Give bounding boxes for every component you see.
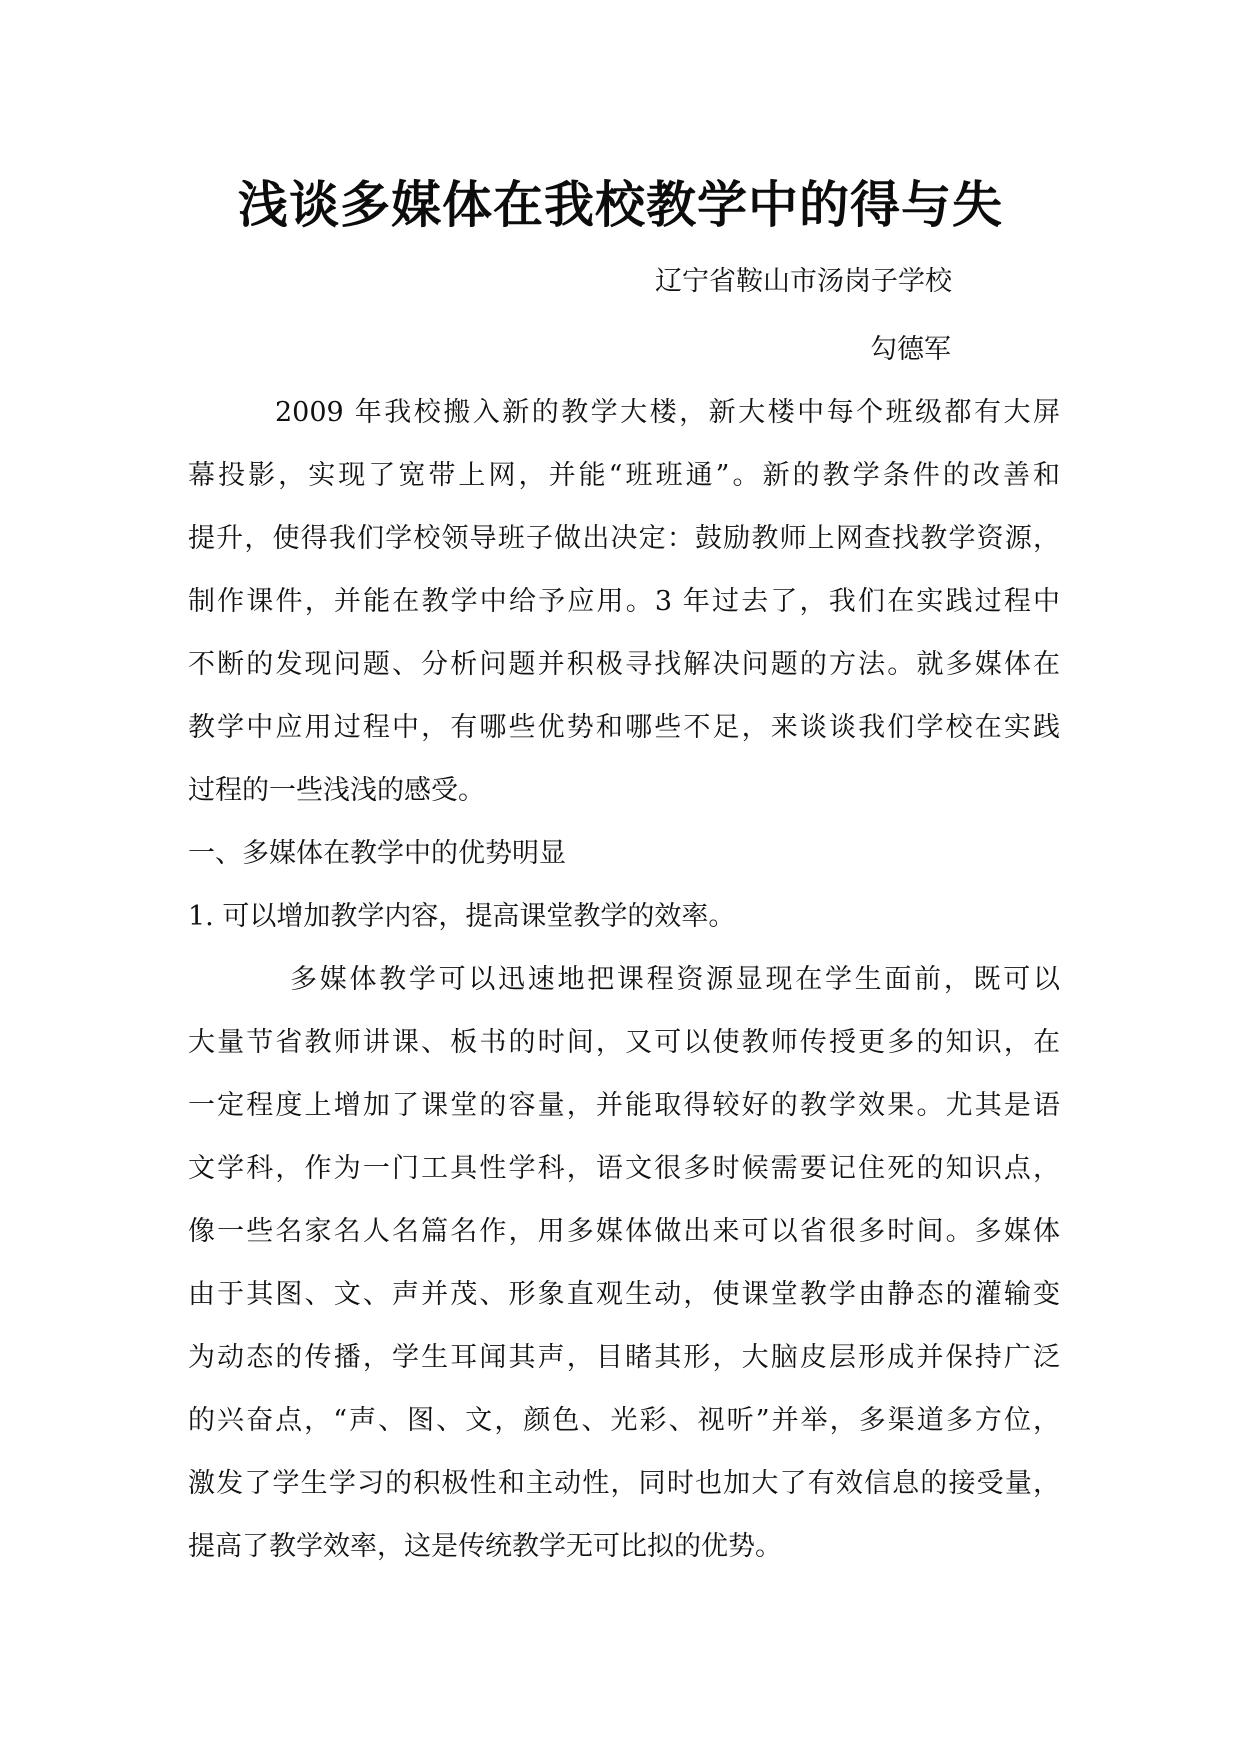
paragraph-line: 像一些名家名人名篇名作，用多媒体做出来可以省很多时间。多媒体 <box>188 1216 1060 1247</box>
author-school: 辽宁省鞍山市汤岗子学校 <box>655 266 952 297</box>
paragraph-line: 多媒体教学可以迅速地把课程资源显现在学生面前，既可以 <box>290 964 1060 995</box>
document-title: 浅谈多媒体在我校教学中的得与失 <box>238 176 1003 234</box>
paragraph-line: 提升，使得我们学校领导班子做出决定：鼓励教师上网查找教学资源， <box>188 523 1060 554</box>
paragraph-line: 制作课件，并能在教学中给予应用。3 年过去了，我们在实践过程中 <box>188 586 1060 617</box>
paragraph-line: 提高了教学效率，这是传统教学无可比拟的优势。 <box>188 1531 782 1562</box>
paragraph-line: 文学科，作为一门工具性学科，语文很多时候需要记住死的知识点， <box>188 1153 1060 1184</box>
author-name: 勾德军 <box>870 334 951 365</box>
paragraph-line: 过程的一些浅浅的感受。 <box>188 775 485 806</box>
paragraph-line: 激发了学生学习的积极性和主动性，同时也加大了有效信息的接受量， <box>188 1468 1060 1499</box>
paragraph-line: 由于其图、文、声并茂、形象直观生动，使课堂教学由静态的灌输变 <box>188 1279 1060 1310</box>
section-heading: 一、多媒体在教学中的优势明显 <box>188 838 566 869</box>
paragraph-line: 为动态的传播，学生耳闻其声，目睹其形，大脑皮层形成并保持广泛 <box>188 1342 1060 1373</box>
paragraph-line: 大量节省教师讲课、板书的时间，又可以使教师传授更多的知识，在 <box>188 1027 1060 1058</box>
paragraph-line: 幕投影，实现了宽带上网，并能“班班通”。新的教学条件的改善和 <box>188 460 1060 491</box>
paragraph-line: 不断的发现问题、分析问题并积极寻找解决问题的方法。就多媒体在 <box>188 649 1060 680</box>
paragraph-line: 2009 年我校搬入新的教学大楼，新大楼中每个班级都有大屏 <box>275 397 1060 428</box>
subsection-heading: 1. 可以增加教学内容，提高课堂教学的效率。 <box>188 901 736 932</box>
paragraph-line: 的兴奋点，“声、图、文，颜色、光彩、视听”并举，多渠道多方位， <box>188 1405 1060 1436</box>
paragraph-line: 教学中应用过程中，有哪些优势和哪些不足，来谈谈我们学校在实践 <box>188 712 1060 743</box>
paragraph-line: 一定程度上增加了课堂的容量，并能取得较好的教学效果。尤其是语 <box>188 1090 1060 1121</box>
